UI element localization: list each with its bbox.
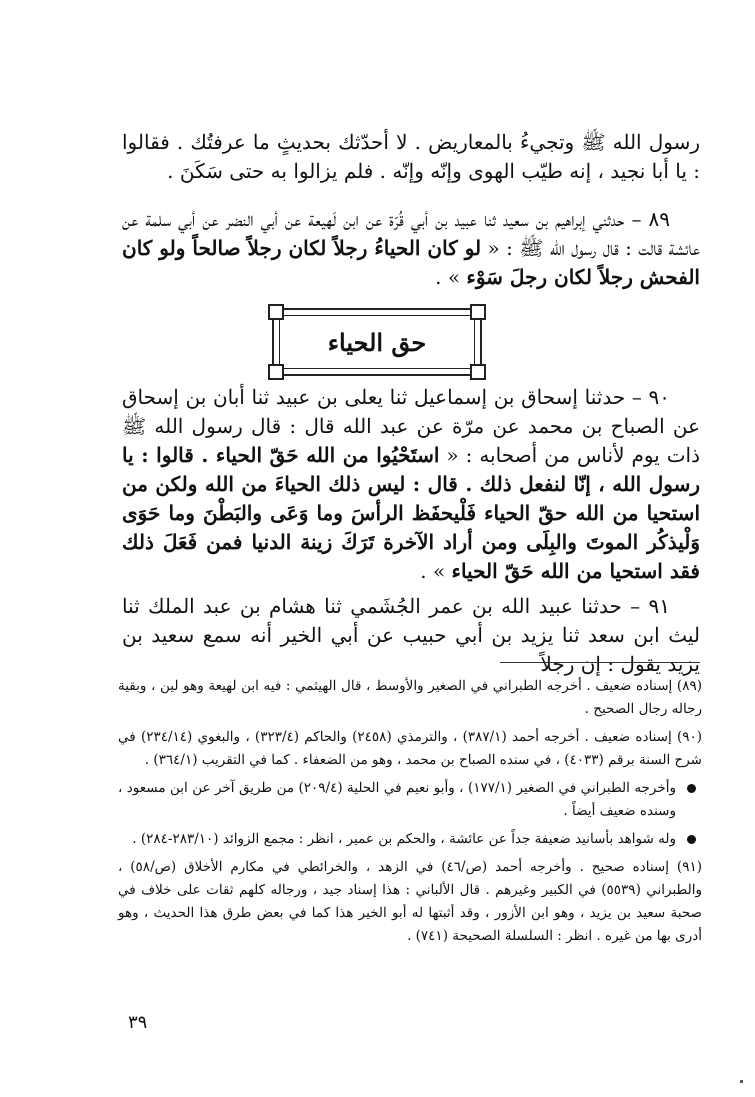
hadith-89-isnad: ٨٩ – حدثني إبراهيم بن سعيد ثنا عبيد بن أبي قُرّة عن ابن لَهيعة عن أبي النضر عن أبي سلمة عن عائشة قالت : قال رسول الله ﷺ : « — [122, 207, 700, 260]
hadith-90-end: » . — [420, 559, 446, 583]
corner-ornament-icon — [268, 364, 284, 380]
hadith-90-matn: استَحْيُوا من الله حَقّ الحياء . قالوا : يا رسول الله ، إنّا لنفعل ذلك . قال : ليس ذلك الحياءَ من الله ولكن من استحيا من الله حقّ الحياء فَلْيحفَظ الرأسَ وما وَعَى والبَطْنَ وما حَوَى وَلْيذكُر الموتَ والبِلَى ومن أراد الآخرة تَرَكَ زينة الدنيا فمن فَعَلَ ذلك فقد استحيا من الله حَقّ الحياء — [122, 443, 700, 583]
scan-speck — [740, 1080, 743, 1083]
page-number: ٣٩ — [128, 1012, 148, 1033]
section-title-frame — [272, 308, 482, 376]
footnote-divider — [500, 662, 700, 663]
corner-ornament-icon — [470, 304, 486, 320]
footnote-90-bullet-1: وأخرجه الطبراني في الصغير (١٧٧/١) ، وأبو نعيم في الحلية (٢٠٩/٤) من طريق آخر عن ابن مسعود ، وسنده ضعيف أيضاً . — [118, 777, 702, 823]
section-title: حق الحياء — [327, 328, 427, 357]
corner-ornament-icon — [470, 364, 486, 380]
footnote-91: (٩١) إسناده صحيح . وأخرجه أحمد (ص/٤٦) في الزهد ، والخرائطي في مكارم الأخلاق (ص/٥٨) ، والطبراني (٥٥٣٩) في الكبير وغيرهم . قال الألباني : هذا إسناد جيد ، ورجاله كلهم ثقات على خلاف في صحبة سعيد بن يزيد ، وهو ابن الأزور ، وقد أثبتها له أبو الخير هذا كما في بعض طرق هذا الحديث ، وهو أدرى بها من غيره . انظر : السلسلة الصحيحة (٧٤١) . — [118, 859, 702, 944]
hadith-91 — [122, 592, 700, 679]
paragraph-continuation — [122, 128, 700, 186]
footnote-90-bullet-2: وله شواهد بأسانيد ضعيفة جداً عن عائشة ، والحكم بن عمير ، انظر : مجمع الزوائد (٢٨٣/١٠-٢٨٤) . — [118, 828, 702, 851]
footnote-90: (٩٠) إسناده ضعيف . أخرجه أحمد (٣٨٧/١) ، والترمذي (٢٤٥٨) والحاكم (٣٢٣/٤) ، والبغوي (٢٣٤/١٤) في شرح السنة برقم (٤٠٣٣) ، في سنده الصباح بن محمد ، وهو من الضعفاء . كما في التقريب (٣٦٤/١) . — [118, 729, 703, 768]
corner-ornament-icon — [268, 304, 284, 320]
bullet-icon — [687, 835, 696, 844]
hadith-90 — [122, 383, 700, 586]
bullet-icon — [687, 784, 696, 793]
paragraph-text: رسول الله ﷺ وتجيءُ بالمعاريض . لا أحدّثك بحديثٍ ما عرفتُك . فقالوا : يا أبا نجيد ، إنه طيّب الهوى وإنّه وإنّه . فلم يزالوا به حتى سَكَنَ . — [122, 130, 700, 183]
hadith-89-matn: لو كان الحياءُ رجلاً لكان رجلاً صالحاً ولو كان الفحش رجلاً لكان رجلَ سَوْء — [122, 236, 700, 289]
footnotes — [118, 675, 702, 953]
hadith-90-isnad: ٩٠ – حدثنا إسحاق بن إسماعيل ثنا يعلى بن عبيد ثنا أبان بن إسحاق عن الصباح بن محمد عن مرّة عن عبد الله قال : قال رسول الله ﷺ ذات يوم لأناس من أصحابه : « — [122, 385, 700, 467]
hadith-91-text: ٩١ – حدثنا عبيد الله بن عمر الجُشَمي ثنا هشام بن عبد الملك ثنا ليث ابن سعد ثنا يزيد بن أبي حبيب عن أبي الخير أنه سمع سعيد بن يزيد يقول : إن رجلاً — [122, 594, 700, 676]
hadith-89 — [122, 205, 700, 292]
footnote-89: (٨٩) إسناده ضعيف . أخرجه الطبراني في الصغير والأوسط ، قال الهيثمي : فيه ابن لهيعة وهو لين ، وبقية رجاله رجال الصحيح . — [118, 678, 702, 717]
hadith-89-end: » . — [435, 265, 461, 289]
